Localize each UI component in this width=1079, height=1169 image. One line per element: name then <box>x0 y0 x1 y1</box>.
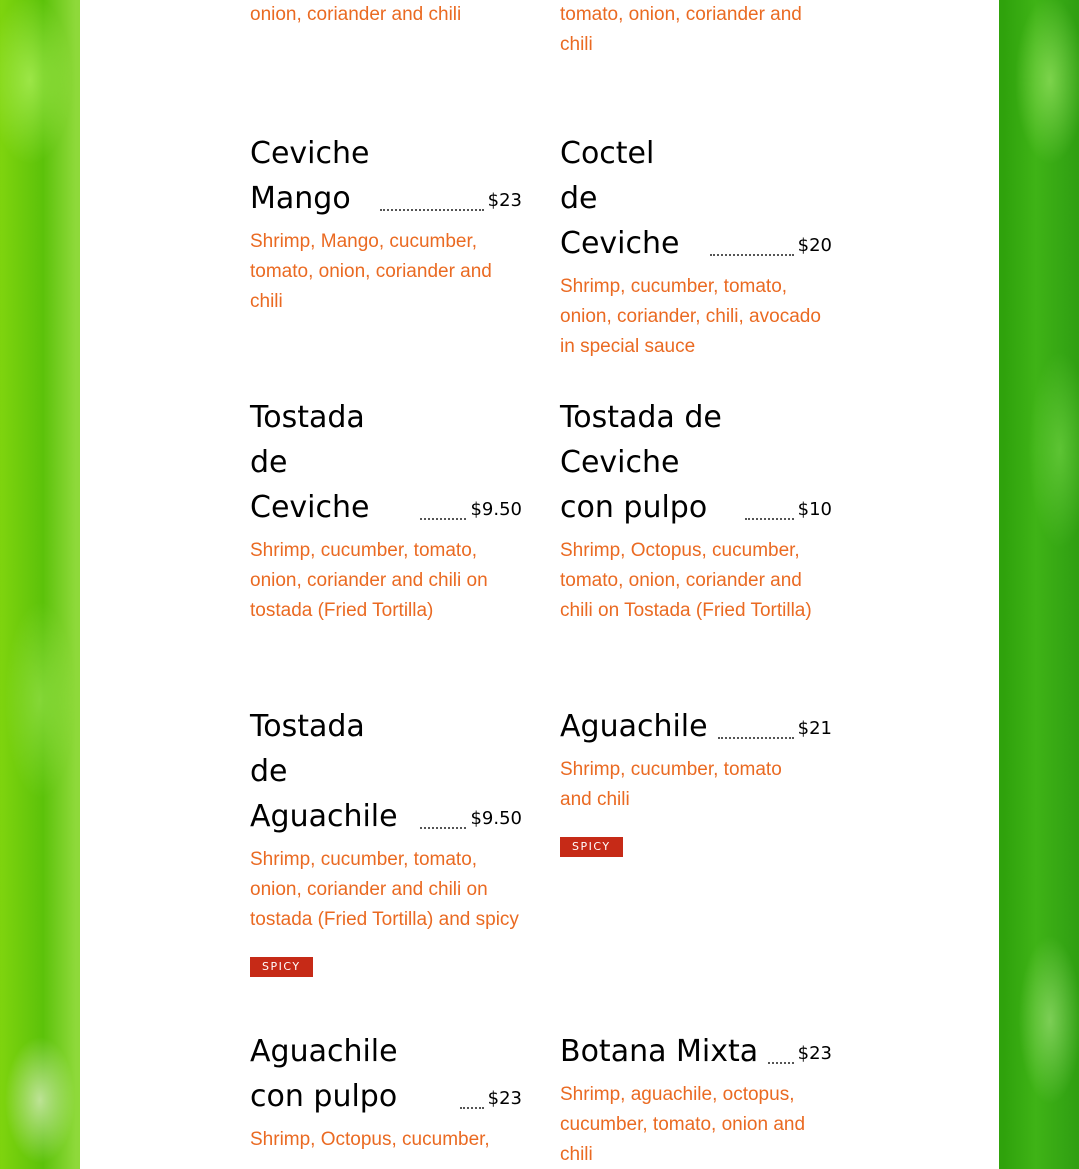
item-name: Tostada de Aguachile <box>250 709 398 834</box>
item-name: Ceviche Mango <box>250 136 370 216</box>
menu-item-ceviche-mango <box>250 131 522 317</box>
item-description: Shrimp, cucumber, tomato, onion, coriander and chili on tostada (Fried Tortilla) <box>250 540 488 621</box>
item-name: Aguachile con pulpo <box>250 1034 398 1114</box>
price-leader-dots <box>380 209 484 211</box>
price-leader-dots <box>718 737 794 739</box>
item-price: $20 <box>797 235 832 256</box>
menu-item-aguachile <box>560 704 832 857</box>
menu-item-botana-mixta <box>560 1029 832 1169</box>
price-leader-dots <box>420 518 466 520</box>
price-leader-dots <box>420 827 466 829</box>
item-price: $21 <box>797 718 832 739</box>
price-leader-dots <box>710 254 794 256</box>
item-price: $10 <box>797 499 832 520</box>
desc-fragment-right: tomato, onion, coriander and chili <box>560 4 802 55</box>
item-name: Tostada de Ceviche <box>250 400 370 525</box>
item-description: Shrimp, Octopus, cucumber, <box>250 1129 490 1150</box>
item-name: Aguachile <box>560 709 708 744</box>
menu-panel <box>80 0 999 1169</box>
price-leader-dots <box>460 1107 484 1109</box>
spicy-badge: SPICY <box>560 837 623 857</box>
item-price: $23 <box>487 190 522 211</box>
item-name: Botana Mixta <box>560 1034 759 1069</box>
menu-item-coctel-de-ceviche <box>560 131 832 362</box>
desc-fragment-left: onion, coriander and chili <box>250 4 462 25</box>
item-description: Shrimp, Octopus, cucumber, tomato, onion, coriander and chili on Tostada (Fried Tortilla) <box>560 540 812 621</box>
menu-item-tostada-de-aguachile <box>250 704 522 977</box>
item-description: Shrimp, cucumber, tomato, onion, coriander, chili, avocado in special sauce <box>560 276 821 357</box>
item-description: Shrimp, aguachile, octopus, cucumber, tomato, onion and chili <box>560 1084 806 1165</box>
spicy-badge: SPICY <box>250 957 313 977</box>
menu-item-tostada-de-ceviche-con-pulpo <box>560 395 832 626</box>
item-price: $23 <box>487 1088 522 1109</box>
item-name: Coctel de Ceviche <box>560 136 680 261</box>
item-price: $9.50 <box>470 499 522 520</box>
menu-item-aguachile-con-pulpo <box>250 1029 522 1155</box>
item-price: $23 <box>797 1043 832 1064</box>
item-name: Tostada de Ceviche con pulpo <box>560 400 722 525</box>
item-description: Shrimp, cucumber, tomato and chili <box>560 759 782 810</box>
item-description: Shrimp, Mango, cucumber, tomato, onion, coriander and chili <box>250 231 492 312</box>
price-leader-dots <box>745 518 794 520</box>
menu-item-tostada-de-ceviche <box>250 395 522 626</box>
item-price: $9.50 <box>470 808 522 829</box>
price-leader-dots <box>768 1062 794 1064</box>
item-description: Shrimp, cucumber, tomato, onion, coriander and chili on tostada (Fried Tortilla) and spicy <box>250 849 519 930</box>
